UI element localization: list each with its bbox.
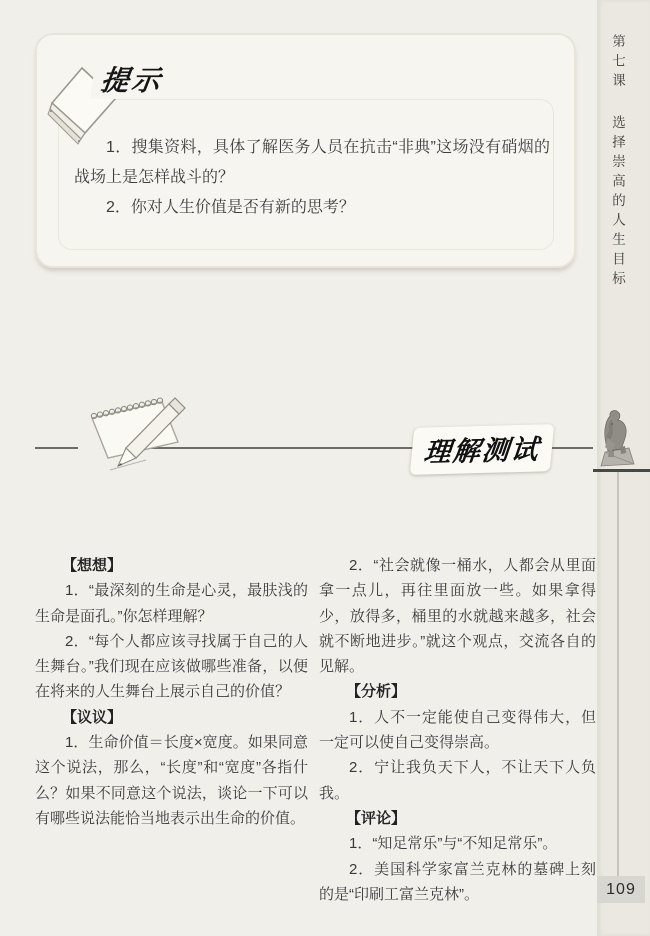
chapter-title-label: 选择崇高的人生目标 xyxy=(610,114,625,290)
tip-list xyxy=(74,133,550,223)
question-paragraph: 1．生命价值＝长度×宽度。如果同意这个说法，那么，“长度”和“宽度”各指什么？如果不同意这个说法，谈论一下可以有哪些说法能恰当地表示出生命的价值。 xyxy=(35,734,308,827)
section-divider-line xyxy=(35,447,78,449)
statue-baseline-rule xyxy=(593,469,650,472)
block-heading: 【想想】 xyxy=(62,557,123,574)
question-paragraph: 1．“最深刻的生命是心灵，最肤浅的生命是面孔。”你怎样理解？ xyxy=(35,582,308,625)
question-paragraph: 2．美国科学家富兰克林的墓碑上刻的是“印刷工富兰克林”。 xyxy=(319,860,596,903)
page-number: 109 xyxy=(597,876,645,903)
left-column xyxy=(35,553,308,907)
tip-item: 2．你对人生价值是否有新的思考？ xyxy=(106,199,355,216)
question-paragraph: 2．宁让我负天下人，不让天下人负我。 xyxy=(319,759,596,802)
right-column xyxy=(319,553,596,907)
thinker-statue-image xyxy=(596,407,638,469)
tip-item: 1．搜集资料，具体了解医务人员在抗击“非典”这场没有硝烟的战场上是怎样战斗的？ xyxy=(74,139,550,186)
question-paragraph: 1．人不一定能使自己变得伟大，但一定可以使自己变得崇高。 xyxy=(319,708,596,752)
section-title: 理解测试 xyxy=(410,424,554,475)
vertical-margin-rule xyxy=(617,472,619,876)
comprehension-test-body xyxy=(35,553,596,907)
block-heading: 【评论】 xyxy=(346,809,407,827)
question-paragraph: 2．“社会就像一桶水，人都会从里面拿一点儿，再往里面放一些。如果拿得少，放得多，桶里的水就越来越多，社会就不断地进步。”就这个观点，交流各自的见解。 xyxy=(319,557,596,676)
block-heading: 【议议】 xyxy=(62,708,123,726)
question-paragraph: 2．“每个人都应该寻找属于自己的人生舞台。”我们现在应该做哪些准备，以便在将来的人生舞台上展示自己的价值？ xyxy=(35,632,308,701)
notepad-pencil-icon xyxy=(76,394,194,482)
tip-panel xyxy=(35,33,576,268)
lesson-number-label: 第七课 xyxy=(610,34,625,93)
question-paragraph: 1．“知足常乐”与“不知足常乐”。 xyxy=(349,835,558,853)
tip-panel-title: 提示 xyxy=(90,59,174,99)
chapter-sidebar-text xyxy=(605,34,629,334)
block-heading: 【分析】 xyxy=(346,683,407,701)
